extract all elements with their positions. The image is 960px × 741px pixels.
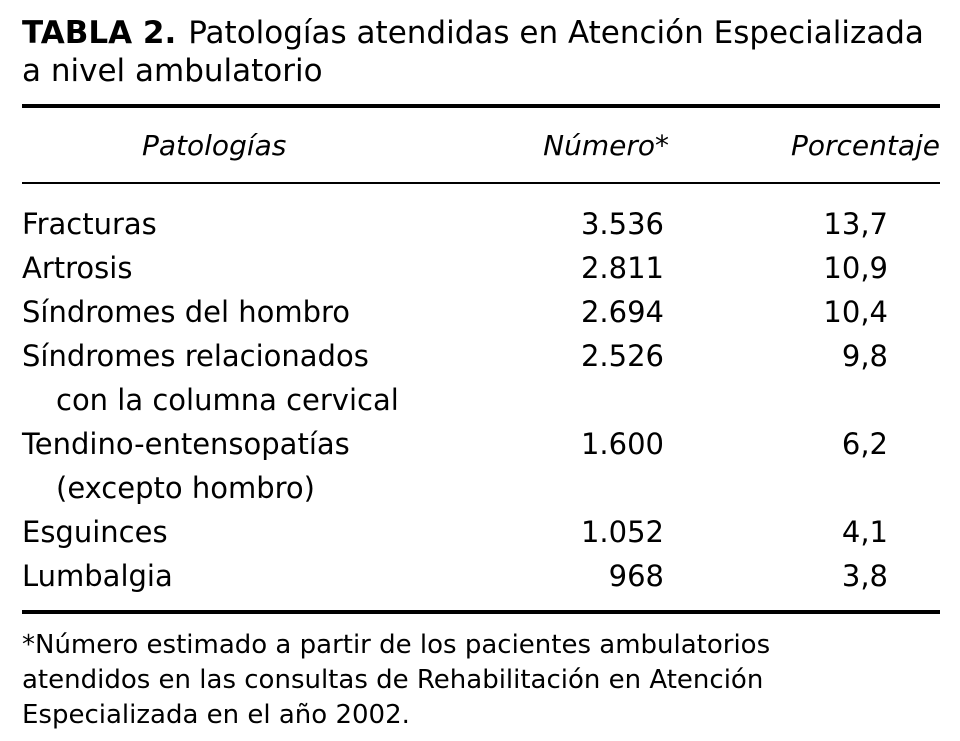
pathology-name: Tendino-entensopatías bbox=[22, 427, 350, 461]
pathology-cell bbox=[22, 422, 542, 510]
table-title bbox=[22, 14, 940, 90]
number-cell: 1.052 bbox=[580, 515, 664, 549]
pathology-name: Síndromes relacionados bbox=[22, 339, 369, 373]
number-cell: 3.536 bbox=[580, 207, 664, 241]
pathology-cell bbox=[22, 554, 542, 598]
table-row bbox=[22, 246, 940, 290]
header-percentage: Porcentaje bbox=[790, 128, 940, 162]
percentage-cell: 13,7 bbox=[823, 207, 888, 241]
pathology-cell bbox=[22, 202, 542, 246]
table-figure bbox=[22, 14, 940, 733]
table-body bbox=[22, 184, 940, 610]
bottom-rule bbox=[22, 610, 940, 614]
pathology-name: Lumbalgia bbox=[22, 559, 173, 593]
pathology-name-continuation: con la columna cervical bbox=[56, 383, 399, 417]
table-label: TABLA 2. bbox=[22, 15, 177, 51]
percentage-cell: 10,4 bbox=[823, 295, 888, 329]
percentage-cell: 9,8 bbox=[841, 339, 888, 373]
number-cell: 2.811 bbox=[580, 251, 664, 285]
pathology-cell bbox=[22, 510, 542, 554]
pathology-name: Esguinces bbox=[22, 515, 168, 549]
footnote-line3: Especializada en el año 2002. bbox=[22, 700, 410, 730]
percentage-cell: 3,8 bbox=[841, 559, 888, 593]
table-row bbox=[22, 334, 940, 422]
pathology-cell bbox=[22, 290, 542, 334]
table-title-line1: Patologías atendidas en Atención Especializada bbox=[188, 15, 924, 51]
percentage-cell: 6,2 bbox=[841, 427, 888, 461]
percentage-cell: 4,1 bbox=[841, 515, 888, 549]
number-cell: 2.526 bbox=[580, 339, 664, 373]
table-footnote bbox=[22, 628, 940, 733]
pathology-name: Síndromes del hombro bbox=[22, 295, 351, 329]
pathology-cell bbox=[22, 246, 542, 290]
table-row bbox=[22, 554, 940, 598]
footnote-line2: atendidos en las consultas de Rehabilitación en Atención bbox=[22, 665, 764, 695]
number-cell: 968 bbox=[608, 559, 664, 593]
number-cell: 2.694 bbox=[580, 295, 664, 329]
header-number: Número* bbox=[543, 128, 669, 162]
table-row bbox=[22, 510, 940, 554]
table-title-line2: a nivel ambulatorio bbox=[22, 53, 323, 89]
number-cell: 1.600 bbox=[580, 427, 664, 461]
pathology-cell bbox=[22, 334, 542, 422]
pathology-name: Artrosis bbox=[22, 251, 133, 285]
footnote-line1: *Número estimado a partir de los pacientes ambulatorios bbox=[22, 630, 771, 660]
pathology-name: Fracturas bbox=[22, 207, 157, 241]
table-row bbox=[22, 290, 940, 334]
header-pathology: Patologías bbox=[142, 128, 287, 162]
table-row bbox=[22, 422, 940, 510]
percentage-cell: 10,9 bbox=[823, 251, 888, 285]
pathology-name-continuation: (excepto hombro) bbox=[56, 471, 315, 505]
table-header-row bbox=[22, 108, 940, 182]
table-row bbox=[22, 202, 940, 246]
